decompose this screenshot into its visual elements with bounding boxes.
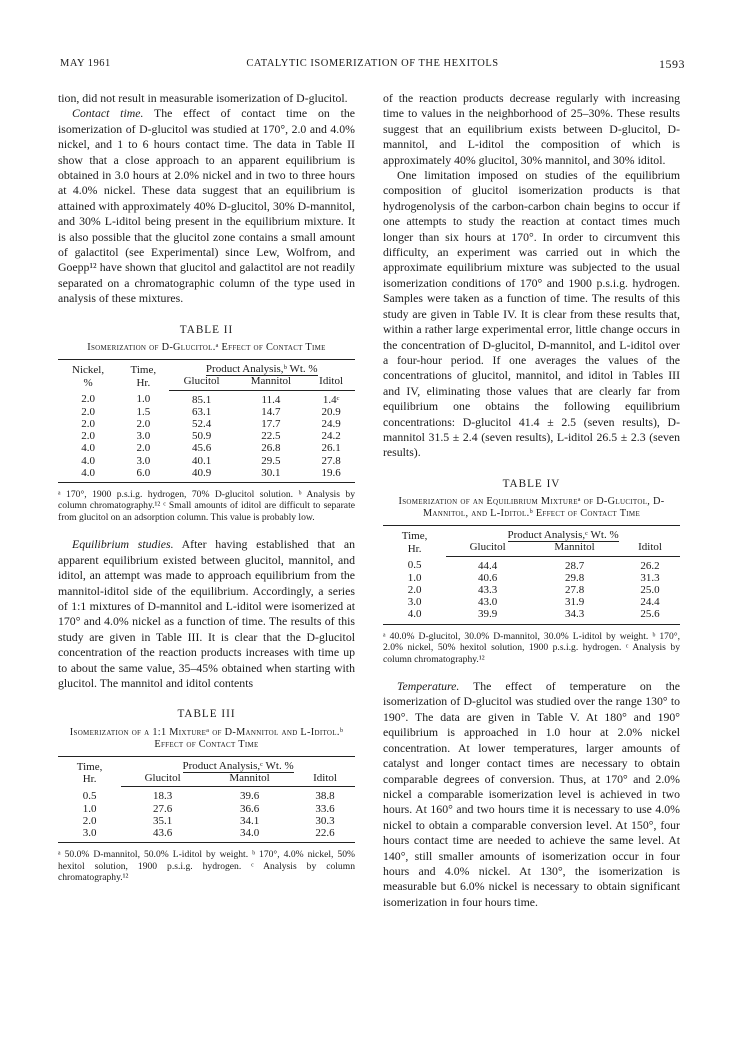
table-cell: 29.5 (261, 454, 281, 467)
table-ii (58, 359, 355, 483)
table-cell: 27.6 (153, 802, 173, 815)
table-cell: 36.6 (239, 802, 260, 815)
table-cell: 26.2 (640, 559, 660, 572)
paragraph: One limitation imposed on studies of the equilibrium composition of glucitol isomerization products is that hydrogenolysis of the carbon-carbon chain begins to occur if one attempts to study the reaction at contact times much longer than six hours at 170°. In order to circumvent this difficulty, an experiment was carried out in which the approximate equilibrium mixture was subjected to the usual isomerization conditions of 170° and 1900 p.s.i.g. hydrogen. Samples were taken as a function of time. The results of this study are given in Table IV. It is clear from these results that, within a rather large experimental error, little change occurs in the concentration of D-glucitol, D-mannitol, and L-iditol over a four-hour period. If one averages the values of the concentrations of glucitol, mannitol, and iditol in Tables III and IV, eliminating those values that are clearly far from equilibrium one obtains the following equilibrium concentrations: D-glucitol 41.4 ± 2.5 (seven results), D-mannitol 31.5 ± 2.4 (seven results), L-iditol 26.5 ± 2.3 (seven results). (383, 168, 680, 460)
table-caption: Isomerization of an Equilibrium Mixtureᵃ of D-Glucitol, D-Mannitol, and L-Iditol.ᵇ Effect of Contact Time (398, 496, 665, 520)
paragraph: of the reaction products decrease regularly with increasing time to values in the neighborhood of 25–30%. These results suggest that an equilibrium exists between D-glucitol, D-mannitol, and L-iditol the composition of which is approximately 40% glucitol, 30% mannitol, and 30% iditol. (383, 91, 680, 167)
table-iv (383, 525, 680, 624)
table-cell: 40.6 (478, 571, 498, 584)
table-cell: 44.4 (478, 559, 498, 572)
table-title: TABLE IV (502, 477, 561, 490)
table-row (383, 584, 680, 596)
column-header: Nickel, % (58, 360, 118, 390)
table-cell: 39.9 (446, 608, 529, 624)
table-row (58, 803, 355, 815)
table-cell: 1.0 (136, 393, 151, 406)
paragraph-body: After having established that an apparent equilibrium existed between glucitol, mannitol, and iditol, an attempt was made to approach equilibrium from the mannitol-iditol side of the equilibrium. Accordingly, a series of 1:1 mixtures of D-mannitol and L-iditol were isomerized at 170° and 4.0% nickel as a function of time. The results of this study are given in Table III. It is clear that the D-glucitol concentration of the reaction products increases with time up to about the same value, 35–45% obtained when starting with glucitol. The mannitol and iditol contents (58, 537, 355, 691)
column-header: Time, Hr. (383, 526, 446, 556)
table-cell: 20.9 (321, 405, 341, 418)
table-cell: 2.0 (136, 417, 151, 430)
paragraph-body: The effect of contact time on the isomerization of D-glucitol was studied at 170°, 2.0 and 4.0% nickel, and 1 to 6 hours contact time. The data in Table II show that a close approach to an apparent equilibrium is obtained in 3.0 hours at 2.0% nickel and in two to three hours at 4.0% nickel. These data suggest that an equilibrium is attained with approximately 40% D-glucitol, 30% D-mannitol, and 30% L-iditol being present in the equilibrium mixture. It is also possible that the glucitol zone contains a small amount of galactitol (see Experimental) since Lew, Wolfrom, and Goepp¹² have shown that glucitol and galactitol are not readily separated on a chromatographic column of the type used in analysis of these mixtures. (58, 106, 355, 306)
table-cell: 14.7 (261, 405, 281, 418)
table-cell: 50.9 (191, 430, 212, 443)
table-cell: 11.4 (261, 393, 281, 406)
column-header: Time, Hr. (118, 360, 168, 390)
table-cell: 43.6 (121, 827, 204, 843)
table-cell: 33.6 (315, 802, 335, 815)
table-cell: 43.3 (478, 583, 498, 596)
table-cell: 28.7 (564, 559, 585, 572)
table-cell: 0.5 (407, 559, 422, 572)
table-cell: 3.0 (136, 454, 151, 467)
header-date: MAY 1961 (60, 58, 111, 69)
table-cell: 1.0 (82, 802, 97, 815)
table-row (58, 455, 355, 467)
table-row (383, 608, 680, 624)
table-iii (58, 756, 355, 843)
paragraph: tion, did not result in measurable isomerization of D-glucitol. (58, 91, 348, 105)
table-cell: 31.3 (640, 571, 660, 584)
table-cell: 4.0 (81, 442, 95, 455)
table-title: TABLE II (179, 323, 234, 336)
table-row (58, 815, 355, 827)
column-header: Time, Hr. (58, 756, 121, 786)
table-cell: 2.0 (81, 405, 95, 418)
column-header: Mannitol (529, 541, 620, 556)
table-row (58, 390, 355, 406)
column-group-header: Product Analysis,ᶜ Wt. % (446, 526, 680, 542)
column-header: Iditol (295, 772, 355, 787)
column-header: Iditol (620, 541, 680, 556)
table-cell: 2.0 (81, 430, 95, 443)
table-cell: 4.0 (81, 454, 95, 467)
table-cell: 38.8 (315, 790, 335, 803)
table-cell: 3.0 (58, 827, 121, 843)
column-header: Mannitol (204, 772, 295, 787)
column-header: Glucitol (169, 375, 235, 390)
table-cell: 2.0 (81, 393, 95, 406)
table-cell: 6.0 (118, 467, 168, 483)
table-row (58, 442, 355, 454)
table-cell: 1.4ᶜ (322, 393, 340, 406)
table-cell: 25.6 (620, 608, 680, 624)
table-row (58, 406, 355, 418)
table-cell: 4.0 (383, 608, 446, 624)
table-cell: 24.4 (640, 596, 660, 609)
table-cell: 2.0 (82, 814, 97, 827)
table-cell: 39.6 (239, 790, 260, 803)
table-cell: 40.1 (191, 454, 212, 467)
table-footnote: ᵃ 50.0% D-mannitol, 50.0% L-iditol by weight. ᵇ 170°, 4.0% nickel, 50% hexitol solution, 1900 p.s.i.g. hydrogen. ᶜ Analysis by column chromatography.¹² (58, 849, 355, 884)
table-cell: 1.5 (136, 405, 151, 418)
paragraph-body: The effect of temperature on the isomerization of D-glucitol was studied over the range 130° to 190°. The data are given in Table V. At 180° and 190° equilibrium is approached in 1.0 hour at 2.0% nickel concentration. At lower temperatures, larger amounts of catalyst and longer contact times are necessary to obtain comparable degrees of conversion. Thus, at 170° and 2.0% nickel a comparable isomerization level is achieved in two hours. At 160° and two hours time it is necessary to use 4.0% nickel to obtain a comparable conversion level. At 150°, four hours contact time are needed to achieve the same level. At 140°, still smaller amounts of isomerization occur in four hours and 4.0% nickel. At 130°, the isomerization is measurable but 6.0% nickel is necessary to obtain significant isomerization in four hours time. (383, 679, 680, 909)
table-footnote: ᵃ 40.0% D-glucitol, 30.0% D-mannitol, 30.0% L-iditol by weight. ᵇ 170°, 2.0% nickel, 50% hexitol solution, 1900 p.s.i.g. hydrogen. ᶜ Analysis by column chromatography.¹² (383, 630, 680, 665)
table-row (58, 418, 355, 430)
table-cell: 2.0 (136, 442, 151, 455)
column-group-header: Product Analysis,ᶜ Wt. % (121, 756, 355, 772)
table-cell: 3.0 (136, 430, 151, 443)
table-cell: 4.0 (58, 467, 118, 483)
table-cell: 0.5 (82, 790, 97, 803)
paragraph (58, 106, 355, 306)
table-row (383, 596, 680, 608)
table-cell: 31.9 (564, 596, 585, 609)
column-header: Glucitol (121, 772, 204, 787)
table-cell: 26.1 (321, 442, 341, 455)
paragraph-heading: Temperature. (397, 679, 460, 694)
table-cell: 45.6 (191, 442, 212, 455)
paragraph (58, 537, 355, 691)
table-cell: 24.9 (321, 417, 341, 430)
table-cell: 17.7 (261, 417, 281, 430)
table-cell: 34.0 (204, 827, 295, 843)
table-row (383, 556, 680, 572)
table-cell: 30.1 (235, 467, 308, 483)
table-cell: 24.2 (321, 430, 341, 443)
table-cell: 3.0 (407, 596, 422, 609)
table-cell: 85.1 (191, 393, 212, 406)
table-cell: 34.1 (239, 814, 260, 827)
table-cell: 1.0 (407, 571, 422, 584)
table-cell: 2.0 (407, 583, 422, 596)
paragraph-heading: Equilibrium studies. (72, 537, 174, 552)
table-cell: 40.9 (169, 467, 235, 483)
table-cell: 52.4 (191, 417, 212, 430)
table-cell: 19.6 (307, 467, 355, 483)
left-column (58, 91, 355, 884)
table-cell: 27.8 (321, 454, 341, 467)
table-cell: 18.3 (153, 790, 173, 803)
column-group-header: Product Analysis,ᵇ Wt. % (169, 360, 355, 376)
right-column (383, 91, 680, 910)
table-row (58, 787, 355, 803)
table-cell: 63.1 (191, 405, 212, 418)
page-number: 1593 (659, 57, 685, 71)
table-cell: 29.8 (564, 571, 585, 584)
table-cell: 22.6 (295, 827, 355, 843)
table-cell: 34.3 (529, 608, 620, 624)
column-header: Iditol (307, 375, 355, 390)
table-title: TABLE III (177, 708, 236, 721)
table-cell: 2.0 (81, 417, 95, 430)
table-caption: Isomerization of a 1:1 Mixtureᵃ of D-Mannitol and L-Iditol.ᵇ Effect of Contact Time (69, 726, 344, 750)
table-cell: 35.1 (153, 814, 173, 827)
table-row (58, 430, 355, 442)
paragraph (383, 679, 680, 910)
column-header: Mannitol (235, 375, 308, 390)
table-cell: 26.8 (261, 442, 281, 455)
table-caption: Isomerization of D-Glucitol.ᵃ Effect of Contact Time (87, 342, 326, 354)
header-title: CATALYTIC ISOMERIZATION OF THE HEXITOLS (246, 58, 499, 69)
table-row (383, 572, 680, 584)
table-cell: 30.3 (315, 814, 335, 827)
table-cell: 43.0 (478, 596, 498, 609)
table-row (58, 467, 355, 483)
running-header (60, 58, 685, 74)
column-header: Glucitol (446, 541, 529, 556)
table-row (58, 827, 355, 843)
paragraph-heading: Contact time. (72, 106, 144, 121)
table-cell: 25.0 (640, 583, 660, 596)
table-footnote: ᵃ 170°, 1900 p.s.i.g. hydrogen, 70% D-glucitol solution. ᵇ Analysis by column chromatography.¹² ᶜ Small amounts of iditol are difficult to separate from glucitol on an adsorption column. This value is probably low. (58, 488, 355, 523)
table-cell: 22.5 (261, 430, 281, 443)
table-cell: 27.8 (564, 583, 585, 596)
